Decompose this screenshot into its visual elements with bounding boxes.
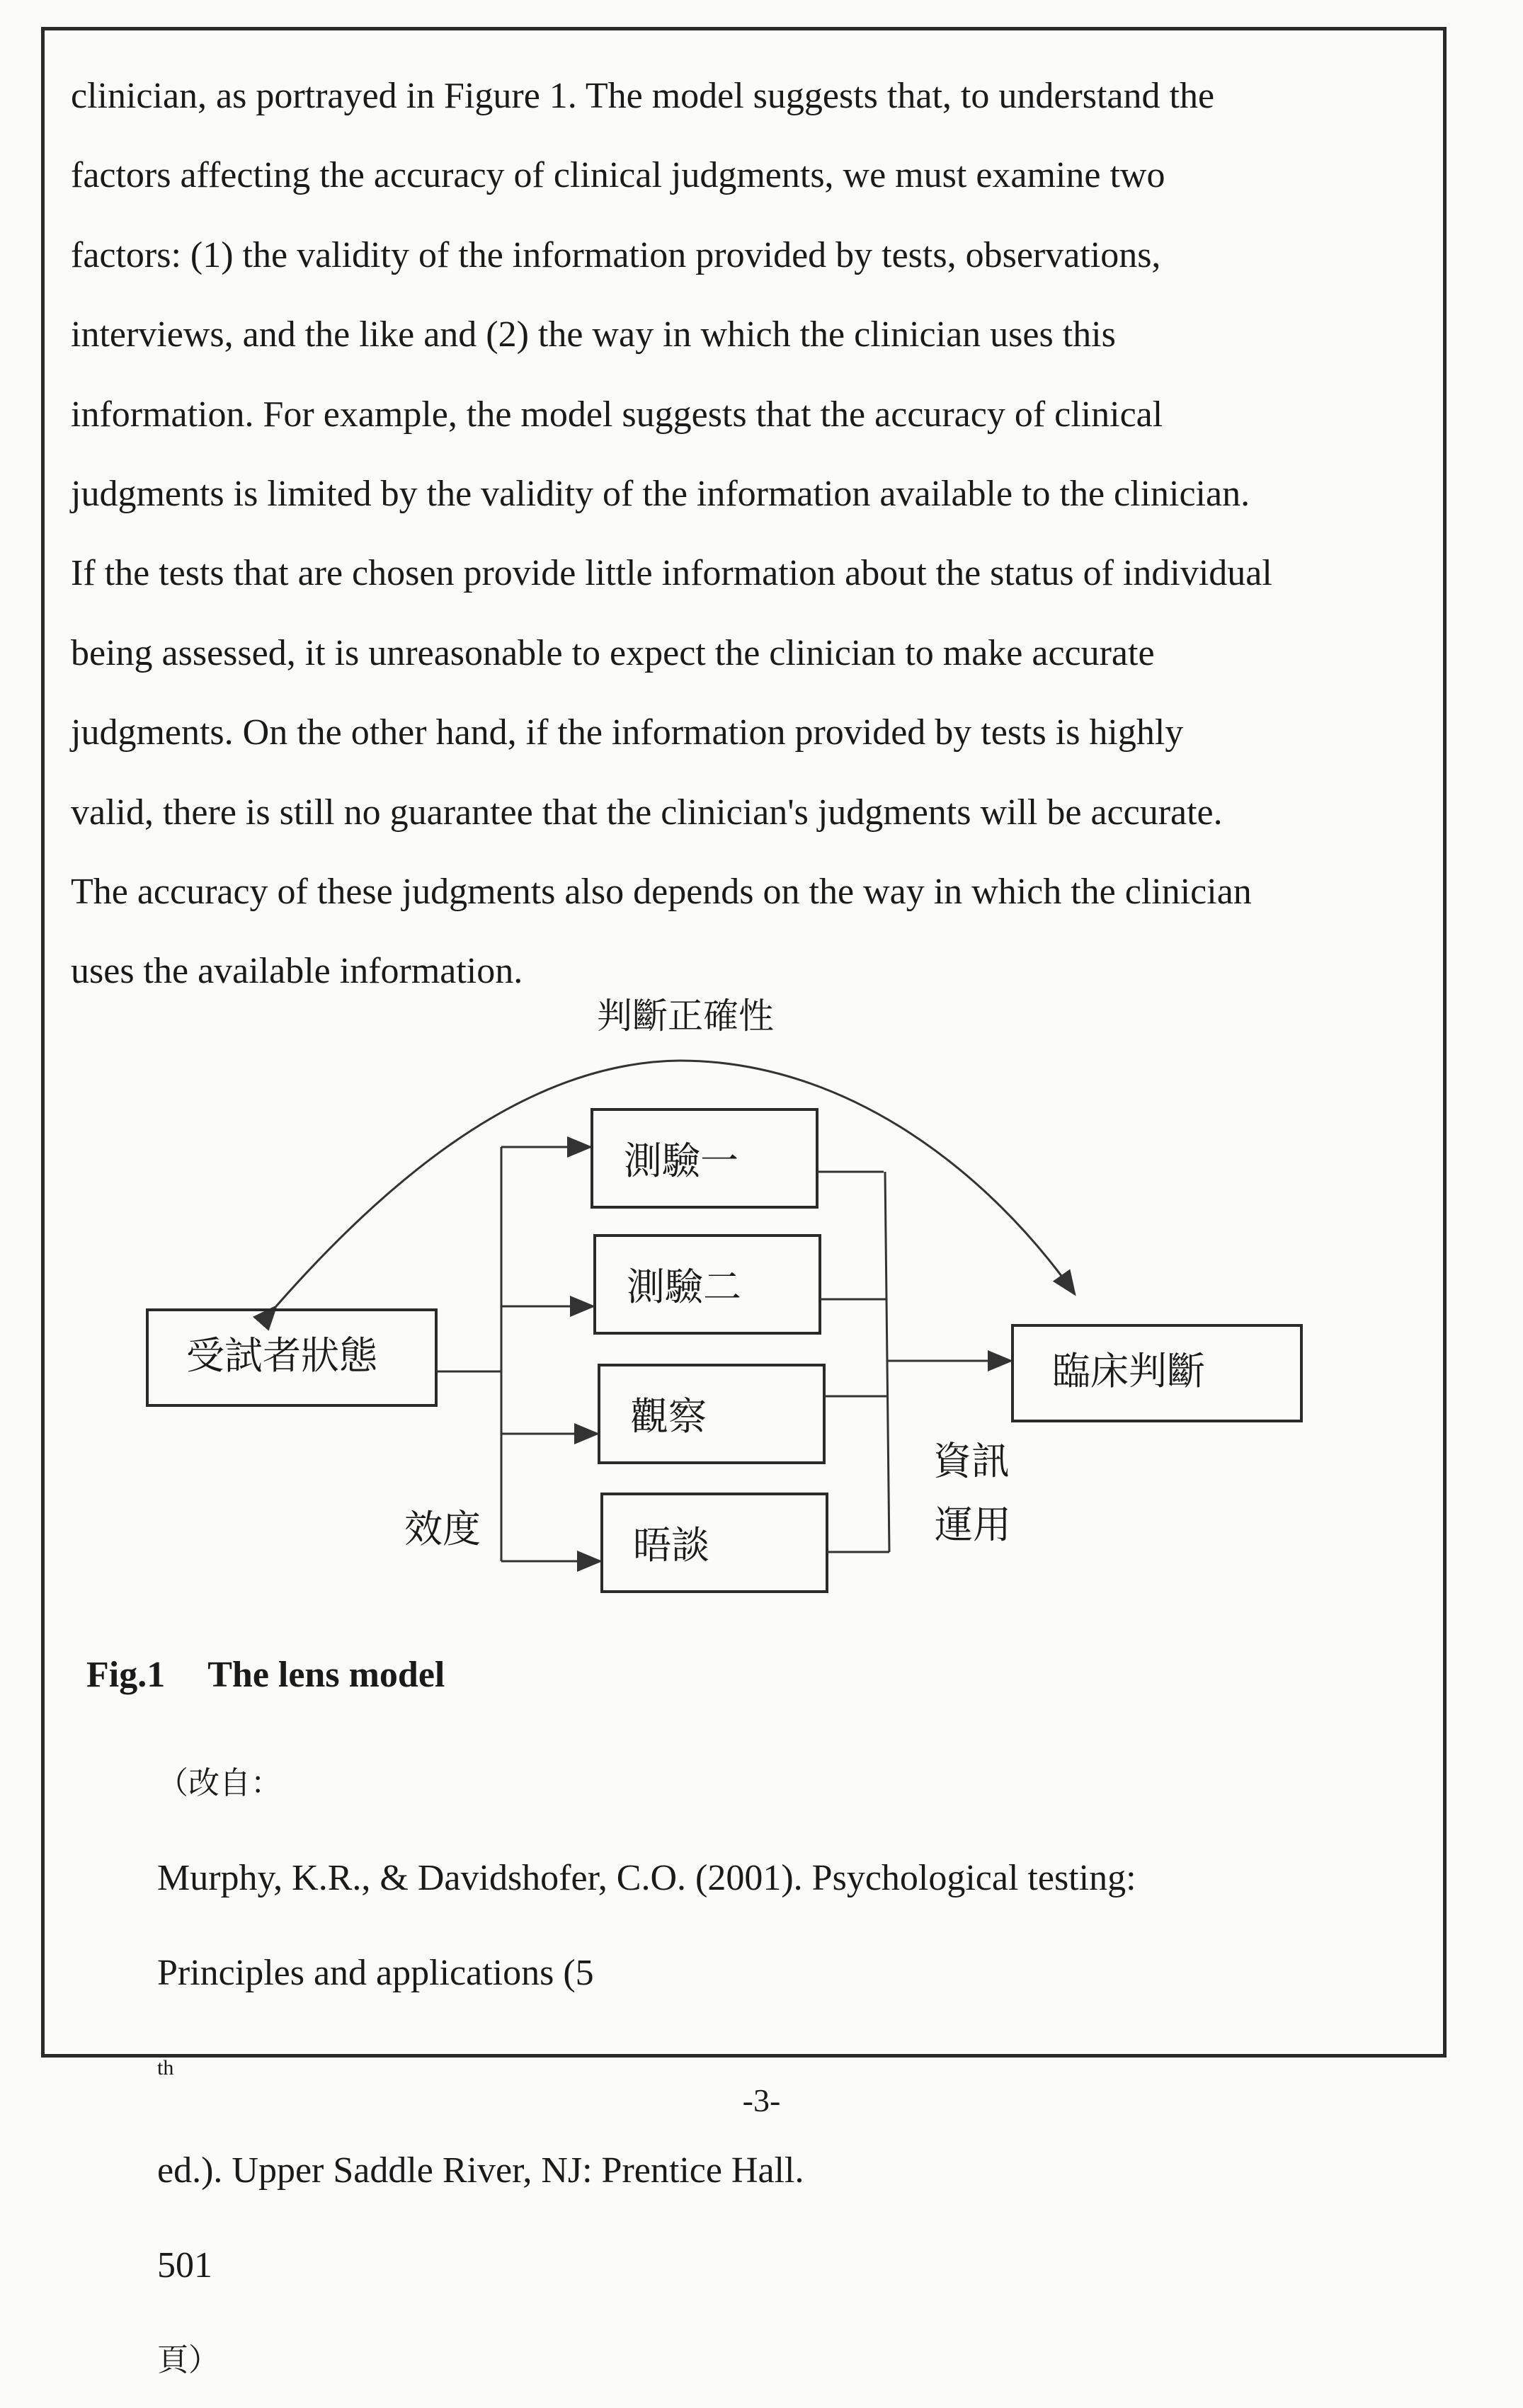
validity-label: 效度: [404, 1507, 481, 1551]
body-line: If the tests that are chosen provide little information about the status of individual: [71, 553, 1272, 594]
body-line: being assessed, it is unreasonable to expect the clinician to make accurate: [71, 632, 1155, 673]
body-line: clinician, as portrayed in Figure 1. The model suggests that, to understand the: [71, 76, 1215, 116]
figure-caption: [86, 1654, 445, 1696]
page-number: -3-: [742, 2082, 781, 2118]
citation-line2-pre: Principles and applications (5: [157, 1953, 594, 1993]
citation-line2-post: ed.). Upper Saddle River, NJ: Prentice Hall.: [157, 2150, 804, 2191]
body-line: judgments is limited by the validity of the information available to the clinician.: [71, 474, 1250, 515]
accuracy-arc-label: 判斷正確性: [597, 995, 774, 1037]
citation-close: 頁）: [157, 2342, 219, 2379]
citation-superscript: th: [157, 2056, 174, 2079]
figure-number: Fig.1: [86, 1655, 166, 1695]
citation-line1: Murphy, K.R., & Davidshofer, C.O. (2001). Psychological testing:: [157, 1858, 1136, 1898]
body-line: valid, there is still no guarantee that the clinician's judgments will be accurate.: [71, 792, 1223, 833]
clinical-judgment-label: 臨床判斷: [1052, 1349, 1205, 1393]
info-use-label-line2: 運用: [935, 1502, 1011, 1547]
body-line: uses the available information.: [71, 951, 523, 992]
citation-pages: 501: [157, 2245, 212, 2286]
body-line: The accuracy of these judgments also depends on the way in which the clinician: [71, 872, 1252, 913]
observation-label: 觀察: [630, 1394, 707, 1439]
info-use-label-line1: 資訊: [933, 1439, 1010, 1483]
citation-line: [157, 1926, 1418, 2218]
citation-line: [157, 2218, 1418, 2408]
citation-line: [157, 1736, 1418, 1926]
figure-citation: [157, 1736, 1418, 2408]
test-label-1: 測驗一: [624, 1139, 738, 1183]
interview-label: 晤談: [633, 1523, 709, 1568]
figure-title: The lens model: [207, 1655, 445, 1695]
body-line: judgments. On the other hand, if the information provided by tests is highly: [71, 712, 1184, 753]
body-line: interviews, and the like and (2) the way in which the clinician uses this: [71, 314, 1116, 355]
subject-state-label: 受試者狀態: [186, 1333, 377, 1378]
citation-open: （改自：: [157, 1765, 282, 1801]
body-line: factors affecting the accuracy of clinical judgments, we must examine two: [71, 155, 1165, 196]
body-line: factors: (1) the validity of the information provided by tests, observations,: [71, 234, 1161, 275]
test-label-2: 測驗二: [627, 1265, 741, 1309]
body-line: information. For example, the model suggests that the accuracy of clinical: [71, 394, 1163, 435]
